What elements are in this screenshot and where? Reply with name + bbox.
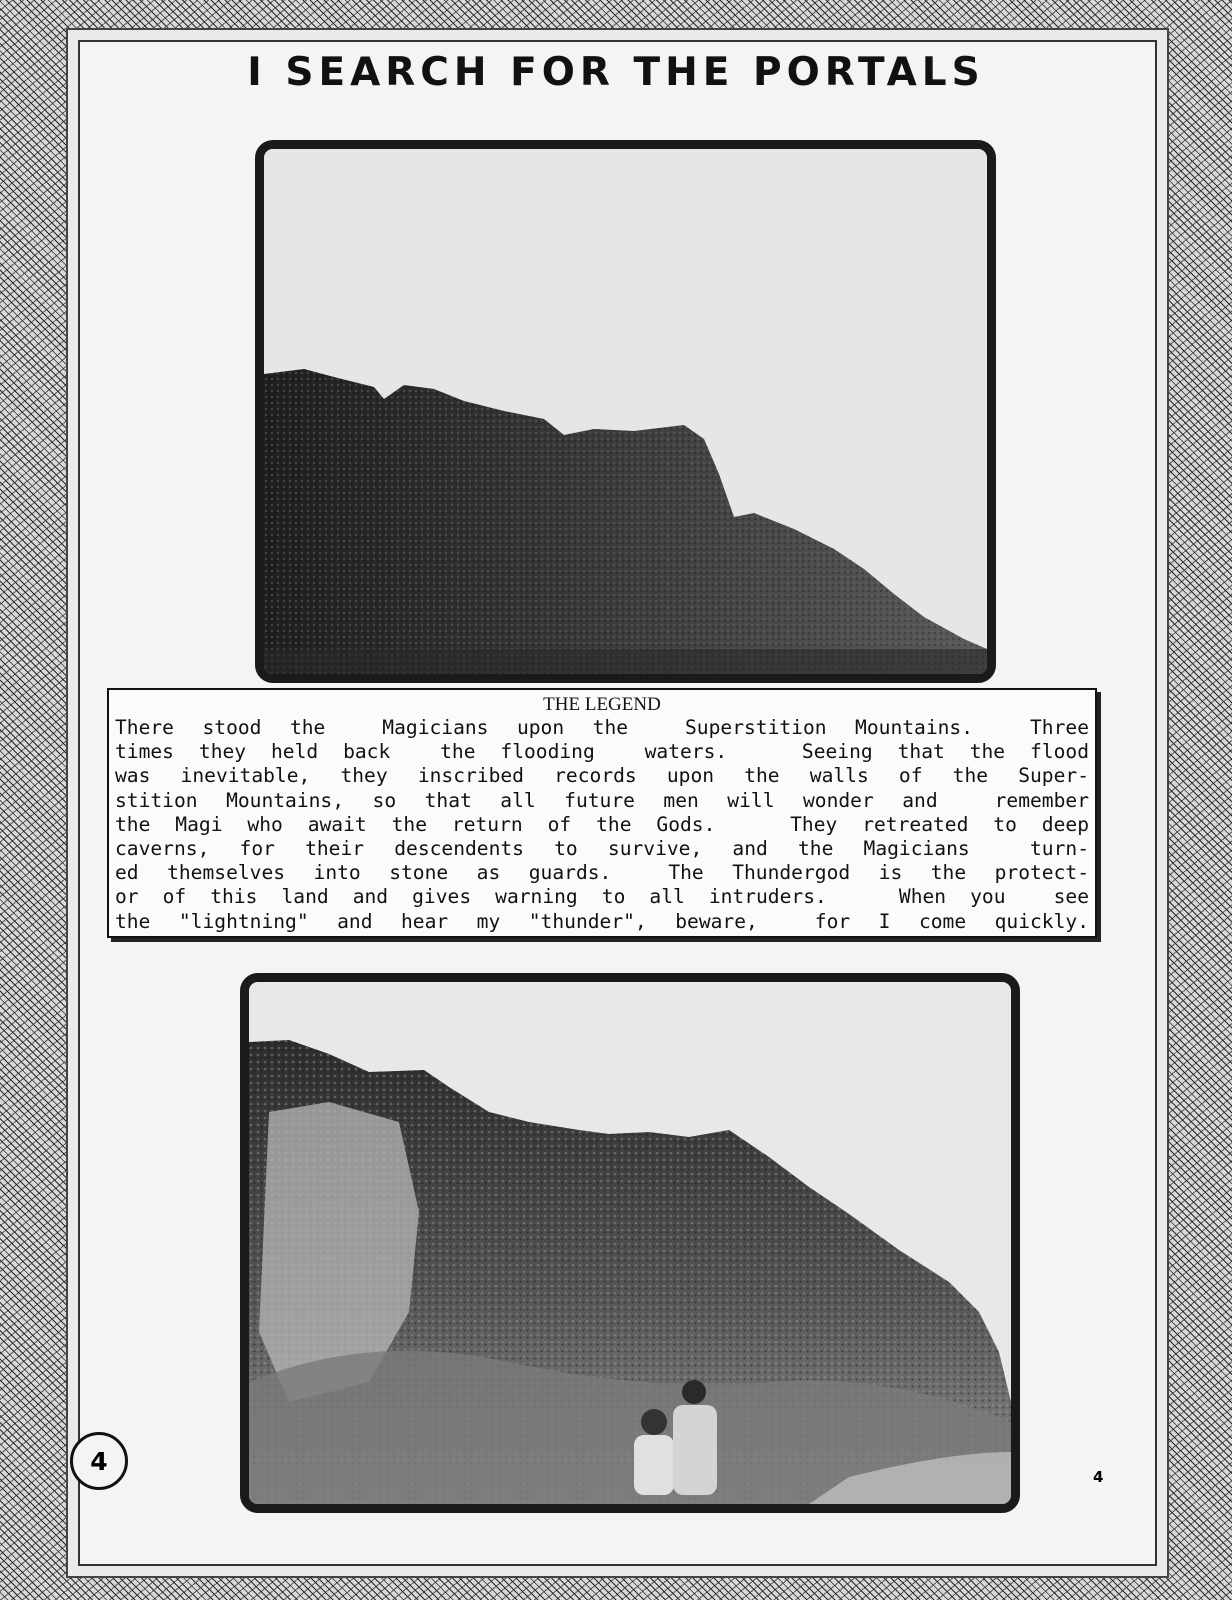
legend-line: caverns, for their descendents to survive, and the Magicians turn- xyxy=(115,837,1089,861)
cliff-photo-bottom xyxy=(240,973,1020,1513)
legend-line: the Magi who await the return of the Gods. They retreated to deep xyxy=(115,812,1089,836)
legend-line: times they held back the flooding waters. Seeing that the flood xyxy=(115,740,1089,764)
legend-line: stition Mountains, so that all future men will wonder and remember xyxy=(115,788,1089,812)
page-number: 4 xyxy=(1093,1468,1104,1486)
mountain-photo-top xyxy=(255,140,996,683)
legend-line: There stood the Magicians upon the Superstition Mountains. Three xyxy=(115,716,1089,739)
legend-title: THE LEGEND xyxy=(543,694,661,715)
page-number-badge xyxy=(70,1432,128,1490)
legend-line: was inevitable, they inscribed records upon the walls of the Super- xyxy=(115,764,1089,788)
legend-line: the "lightning" and hear my "thunder", beware, for I come quickly. xyxy=(115,909,1089,933)
page-number-badge-text: 4 xyxy=(90,1446,108,1476)
page-title: I SEARCH FOR THE PORTALS xyxy=(247,50,985,95)
mountain-ridge-image xyxy=(264,149,987,674)
legend-line: or of this land and gives warning to all intruders. When you see xyxy=(115,885,1089,909)
legend-line: ed themselves into stone as guards. The Thundergod is the protect- xyxy=(115,861,1089,885)
legend-box xyxy=(107,688,1097,938)
cliff-with-people-image xyxy=(249,982,1011,1504)
